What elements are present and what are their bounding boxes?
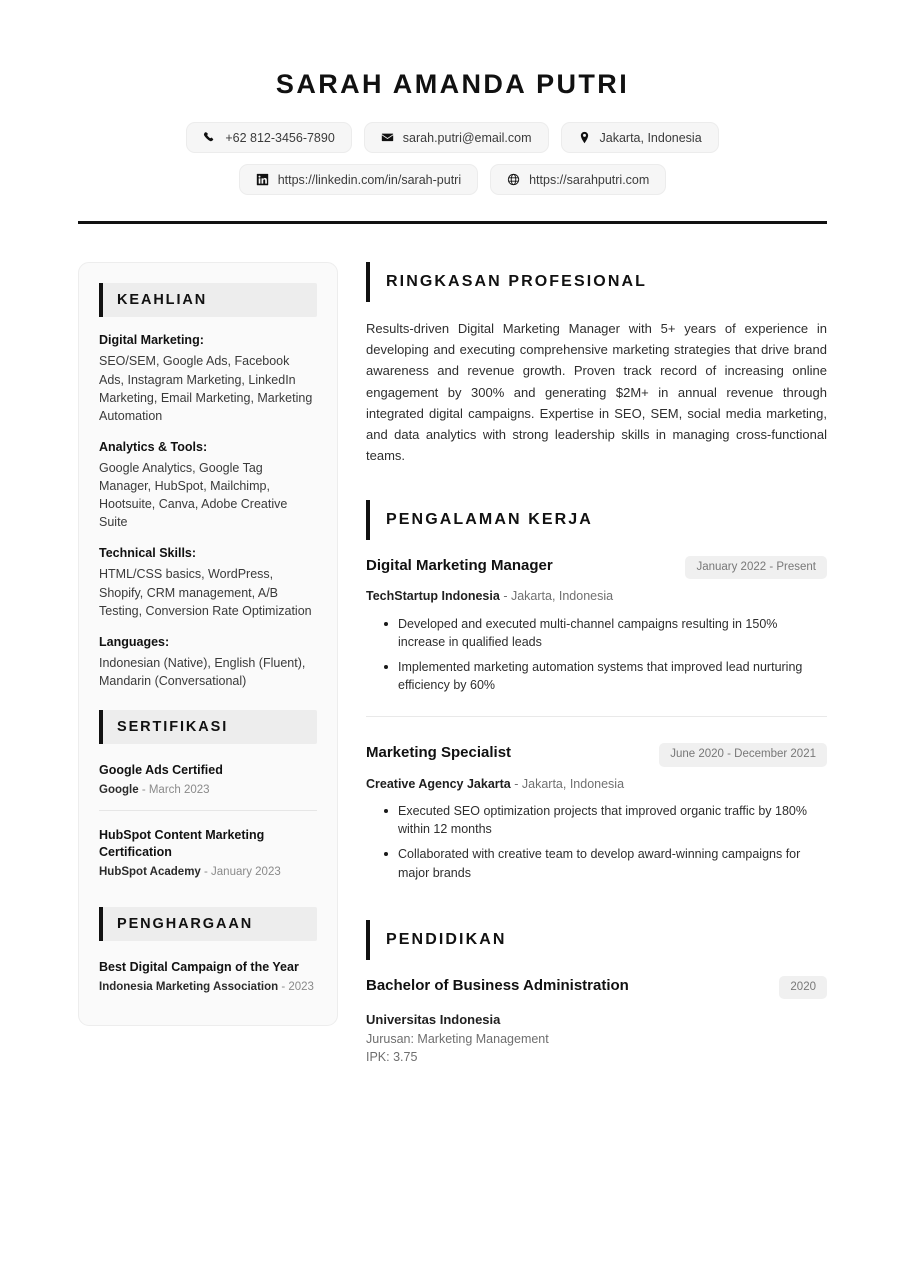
job-company: TechStartup Indonesia — [366, 589, 500, 604]
section-title-experience: PENGALAMAN KERJA — [386, 510, 593, 528]
job-bullet: Implemented marketing automation systems that improved lead nurturing efficiency by 60% — [398, 658, 827, 694]
certification-issuer: HubSpot Academy — [99, 866, 201, 879]
section-header-skills — [99, 283, 317, 317]
job-date-badge: January 2022 - Present — [685, 556, 827, 580]
sidebar-column — [78, 262, 338, 1026]
contact-row-secondary — [78, 164, 827, 195]
job-meta — [366, 776, 827, 794]
education-year-badge: 2020 — [779, 976, 827, 1000]
job-location: - Jakarta, Indonesia — [503, 589, 614, 604]
contact-location-text: Jakarta, Indonesia — [599, 130, 702, 145]
contact-row-primary — [78, 122, 827, 153]
job-bullet: Collaborated with creative team to develop award-winning campaigns for major brands — [398, 845, 827, 881]
section-title-summary: RINGKASAN PROFESIONAL — [386, 273, 647, 291]
award-date: - 2023 — [281, 980, 314, 993]
education-header — [366, 976, 827, 1000]
job-company: Creative Agency Jakarta — [366, 776, 511, 791]
contact-website[interactable] — [490, 164, 666, 195]
phone-icon — [203, 131, 216, 144]
experience-divider — [366, 716, 827, 717]
job-responsibilities — [366, 615, 827, 695]
contact-email-text: sarah.putri@email.com — [402, 130, 532, 145]
skill-group-label: Analytics & Tools: — [99, 439, 208, 454]
award-item — [99, 957, 317, 995]
spacer — [366, 886, 827, 920]
job-location: - Jakarta, Indonesia — [514, 776, 625, 791]
section-header-education — [366, 920, 827, 960]
contact-phone-text: +62 812-3456-7890 — [225, 130, 335, 145]
section-header-awards — [99, 907, 317, 941]
experience-header — [366, 743, 827, 767]
education-major: Jurusan: Marketing Management — [366, 1032, 549, 1047]
education-school: Universitas Indonesia — [366, 1012, 501, 1028]
certification-item — [99, 825, 317, 880]
section-title-awards: PENGHARGAAN — [117, 915, 254, 932]
skill-group — [99, 635, 317, 690]
contact-linkedin-text: https://linkedin.com/in/sarah-putri — [277, 172, 462, 187]
education-gpa: IPK: 3.75 — [366, 1050, 418, 1065]
spacer — [366, 466, 827, 500]
resume-header — [0, 0, 905, 195]
skill-group — [99, 440, 317, 532]
certification-meta — [99, 783, 317, 799]
certification-date: - March 2023 — [141, 783, 210, 796]
experience-item — [366, 743, 827, 882]
skill-group-label: Languages: — [99, 634, 170, 649]
page-title: SARAH AMANDA PUTRI — [275, 69, 630, 99]
skill-group-items: HTML/CSS basics, WordPress, Shopify, CRM management, A/B Testing, Conversion Rate Optimization — [99, 567, 312, 618]
certification-issuer: Google — [99, 783, 139, 796]
skill-group — [99, 333, 317, 425]
experience-header — [366, 556, 827, 580]
job-bullet: Developed and executed multi-channel campaigns resulting in 150% increase in qualified leads — [398, 615, 827, 651]
certification-meta — [99, 865, 317, 881]
skill-group — [99, 546, 317, 619]
education-degree: Bachelor of Business Administration — [366, 976, 629, 994]
email-icon — [381, 131, 394, 144]
skill-group-items: SEO/SEM, Google Ads, Facebook Ads, Instagram Marketing, LinkedIn Marketing, Email Marketing, Marketing Automation — [99, 354, 313, 423]
job-title: Digital Marketing Manager — [366, 556, 553, 574]
section-header-experience — [366, 500, 827, 540]
list-divider — [99, 810, 317, 811]
job-date-badge: June 2020 - December 2021 — [659, 743, 827, 767]
award-meta — [99, 980, 317, 996]
contact-website-text: https://sarahputri.com — [529, 172, 650, 187]
globe-icon — [507, 173, 520, 186]
certification-title: HubSpot Content Marketing Certification — [99, 828, 265, 860]
section-header-summary — [366, 262, 827, 302]
contact-phone[interactable] — [186, 122, 351, 153]
skills-list — [99, 333, 317, 690]
award-title: Best Digital Campaign of the Year — [99, 959, 299, 974]
education-item — [366, 976, 827, 1067]
award-issuer: Indonesia Marketing Association — [99, 980, 279, 993]
section-header-certifications — [99, 710, 317, 744]
spacer — [99, 881, 317, 907]
certification-item — [99, 760, 317, 798]
awards-list — [99, 957, 317, 995]
certification-title: Google Ads Certified — [99, 763, 223, 778]
linkedin-icon — [256, 173, 269, 186]
contact-info — [78, 122, 827, 195]
section-title-skills: KEAHLIAN — [117, 292, 208, 309]
section-title-education: PENDIDIKAN — [386, 930, 507, 948]
skill-group-label: Technical Skills: — [99, 546, 197, 561]
location-pin-icon — [578, 131, 591, 144]
contact-email[interactable] — [364, 122, 549, 153]
experience-item — [366, 556, 827, 695]
job-bullet: Executed SEO optimization projects that improved organic traffic by 180% within 12 months — [398, 802, 827, 838]
main-column — [366, 262, 827, 1066]
section-title-certifications: SERTIFIKASI — [117, 719, 229, 736]
certification-date: - January 2023 — [204, 866, 281, 879]
contact-linkedin[interactable] — [239, 164, 478, 195]
summary-text: Results-driven Digital Marketing Manager with 5+ years of experience in developing and executing comprehensive marketing strategies that drive brand awareness and revenue growth. Proven track record of increasing online engagement by 300% and generating $2M+ in annual revenue through integrated digital campaigns. Expertise in SEO, SEM, social media marketing, and data analytics with strong leadership skills in managing cross-functional teams. — [366, 321, 827, 463]
spacer — [99, 690, 317, 710]
sidebar-card — [78, 262, 338, 1026]
job-title: Marketing Specialist — [366, 744, 512, 762]
resume-body — [0, 224, 905, 1066]
skill-group-items: Indonesian (Native), English (Fluent), Mandarin (Conversational) — [99, 655, 306, 688]
skill-group-items: Google Analytics, Google Tag Manager, HubSpot, Mailchimp, Hootsuite, Canva, Adobe Creative Suite — [99, 460, 288, 530]
certifications-list — [99, 760, 317, 881]
job-responsibilities — [366, 802, 827, 882]
job-meta — [366, 588, 827, 606]
contact-location[interactable] — [561, 122, 719, 153]
skill-group-label: Digital Marketing: — [99, 333, 204, 348]
